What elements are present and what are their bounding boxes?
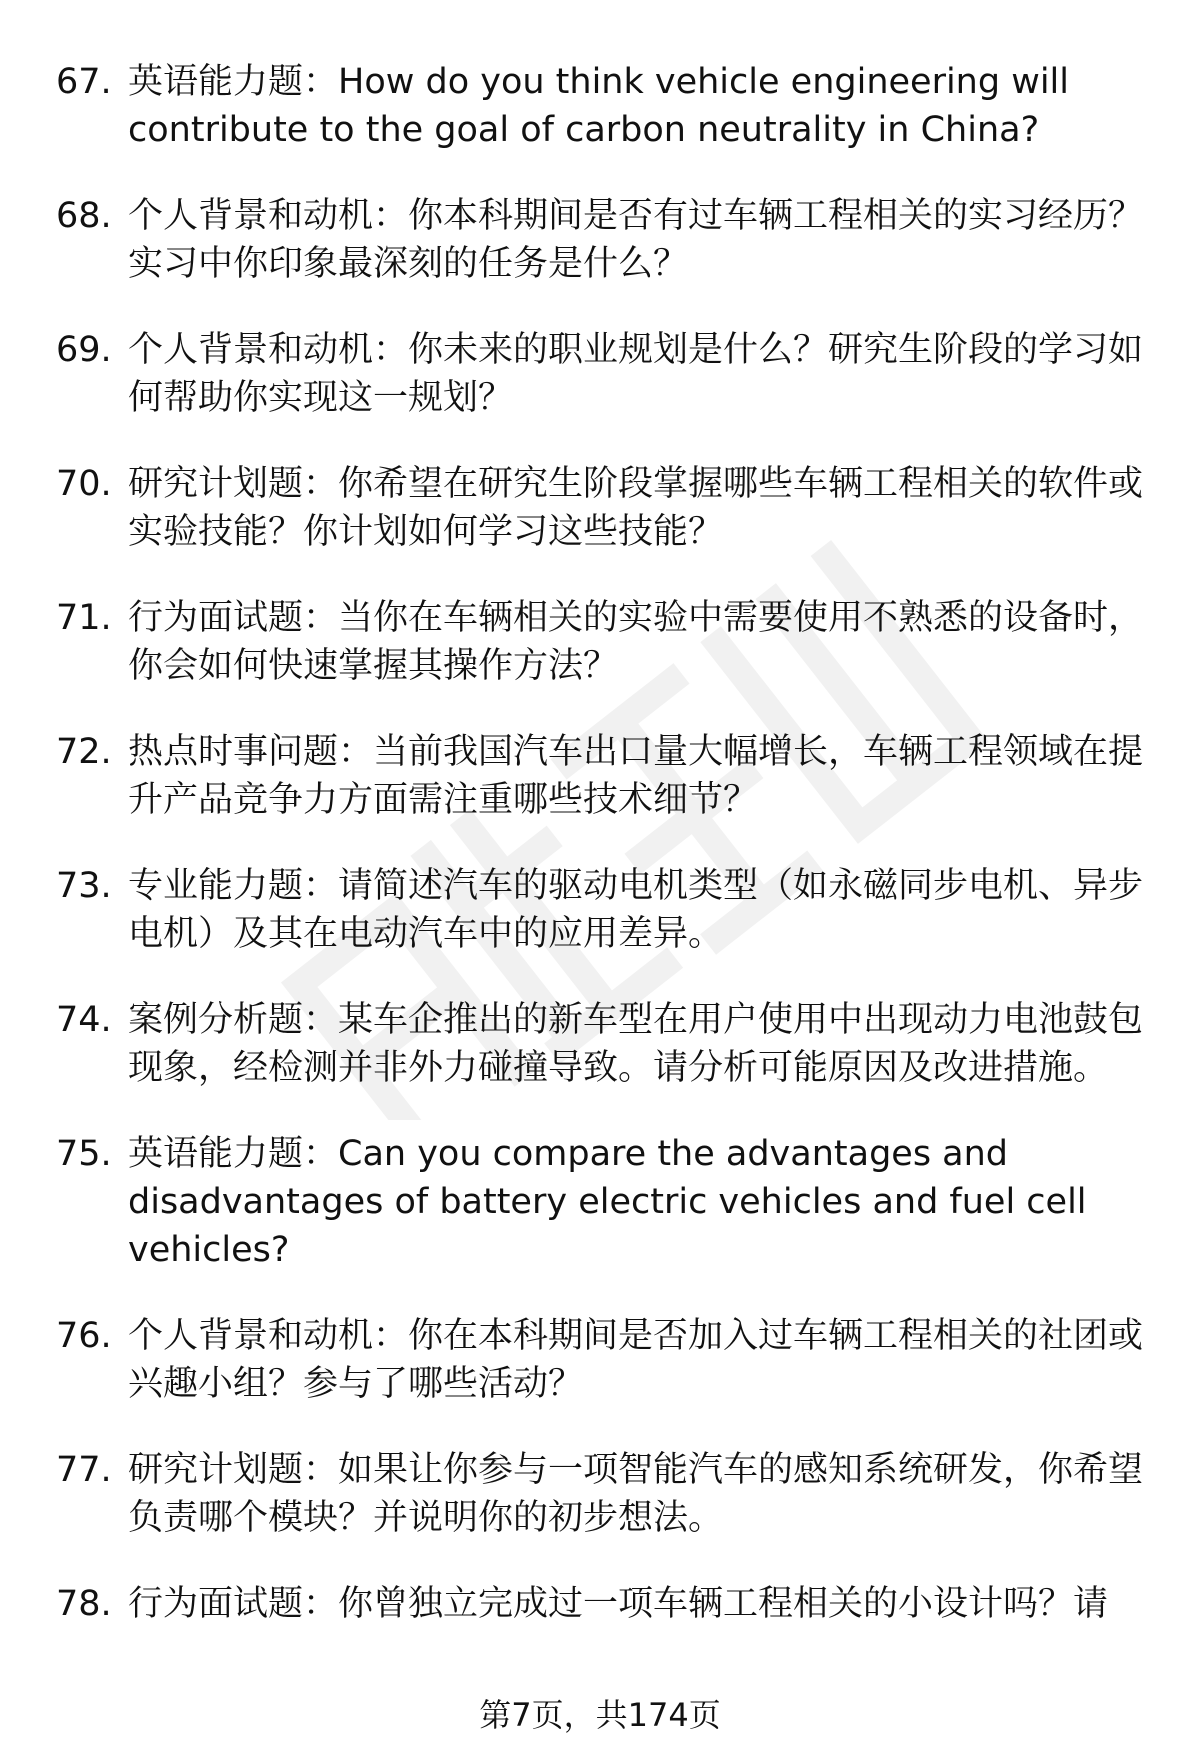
page-footer: 第7页，共174页 xyxy=(479,1696,721,1734)
item-text: 英语能力题：How do you think vehicle engineering will contribute to the goal of carbon neutrality in China? xyxy=(128,62,1070,150)
item-text: 个人背景和动机：你未来的职业规划是什么？研究生阶段的学习如何帮助你实现这一规划？ xyxy=(128,330,1144,418)
item-text: 案例分析题：某车企推出的新车型在用户使用中出现动力电池鼓包现象，经检测并非外力碰撞导致。请分析可能原因及改进措施。 xyxy=(128,1000,1144,1088)
list-item xyxy=(0,862,1200,958)
list-item xyxy=(0,58,1200,154)
item-number: 74. xyxy=(56,1000,112,1040)
item-number: 73. xyxy=(56,866,112,906)
list-item xyxy=(0,1446,1200,1542)
item-number: 71. xyxy=(56,598,112,638)
list-item xyxy=(0,996,1200,1092)
item-number: 78. xyxy=(56,1584,112,1624)
item-number: 72. xyxy=(56,732,112,772)
item-text: 行为面试题：你曾独立完成过一项车辆工程相关的小设计吗？请 xyxy=(128,1584,1109,1624)
list-item xyxy=(0,728,1200,824)
item-number: 77. xyxy=(56,1450,112,1490)
item-number: 70. xyxy=(56,464,112,504)
item-text: 个人背景和动机：你在本科期间是否加入过车辆工程相关的社团或兴趣小组？参与了哪些活动？ xyxy=(128,1316,1144,1404)
item-text: 个人背景和动机：你本科期间是否有过车辆工程相关的实习经历？实习中你印象最深刻的任务是什么？ xyxy=(128,196,1144,284)
item-text: 行为面试题：当你在车辆相关的实验中需要使用不熟悉的设备时，你会如何快速掌握其操作方法？ xyxy=(128,598,1144,686)
list-item xyxy=(0,460,1200,556)
list-item xyxy=(0,1580,1200,1628)
item-text: 英语能力题：Can you compare the advantages and disadvantages of battery electric vehicles and fuel cell vehicles? xyxy=(128,1134,1087,1270)
item-number: 67. xyxy=(56,62,112,102)
list-item xyxy=(0,1312,1200,1408)
question-list xyxy=(0,58,1200,1666)
item-text: 热点时事问题：当前我国汽车出口量大幅增长，车辆工程领域在提升产品竞争力方面需注重哪些技术细节？ xyxy=(128,732,1144,820)
item-text: 专业能力题：请简述汽车的驱动电机类型（如永磁同步电机、异步电机）及其在电动汽车中的应用差异。 xyxy=(128,866,1144,954)
list-item xyxy=(0,594,1200,690)
item-text: 研究计划题：如果让你参与一项智能汽车的感知系统研发，你希望负责哪个模块？并说明你的初步想法。 xyxy=(128,1450,1144,1538)
item-number: 69. xyxy=(56,330,112,370)
item-number: 76. xyxy=(56,1316,112,1356)
item-text: 研究计划题：你希望在研究生阶段掌握哪些车辆工程相关的软件或实验技能？你计划如何学习这些技能？ xyxy=(128,464,1144,552)
list-item xyxy=(0,192,1200,288)
list-item xyxy=(0,1130,1200,1274)
item-number: 68. xyxy=(56,196,112,236)
list-item xyxy=(0,326,1200,422)
item-number: 75. xyxy=(56,1134,112,1174)
